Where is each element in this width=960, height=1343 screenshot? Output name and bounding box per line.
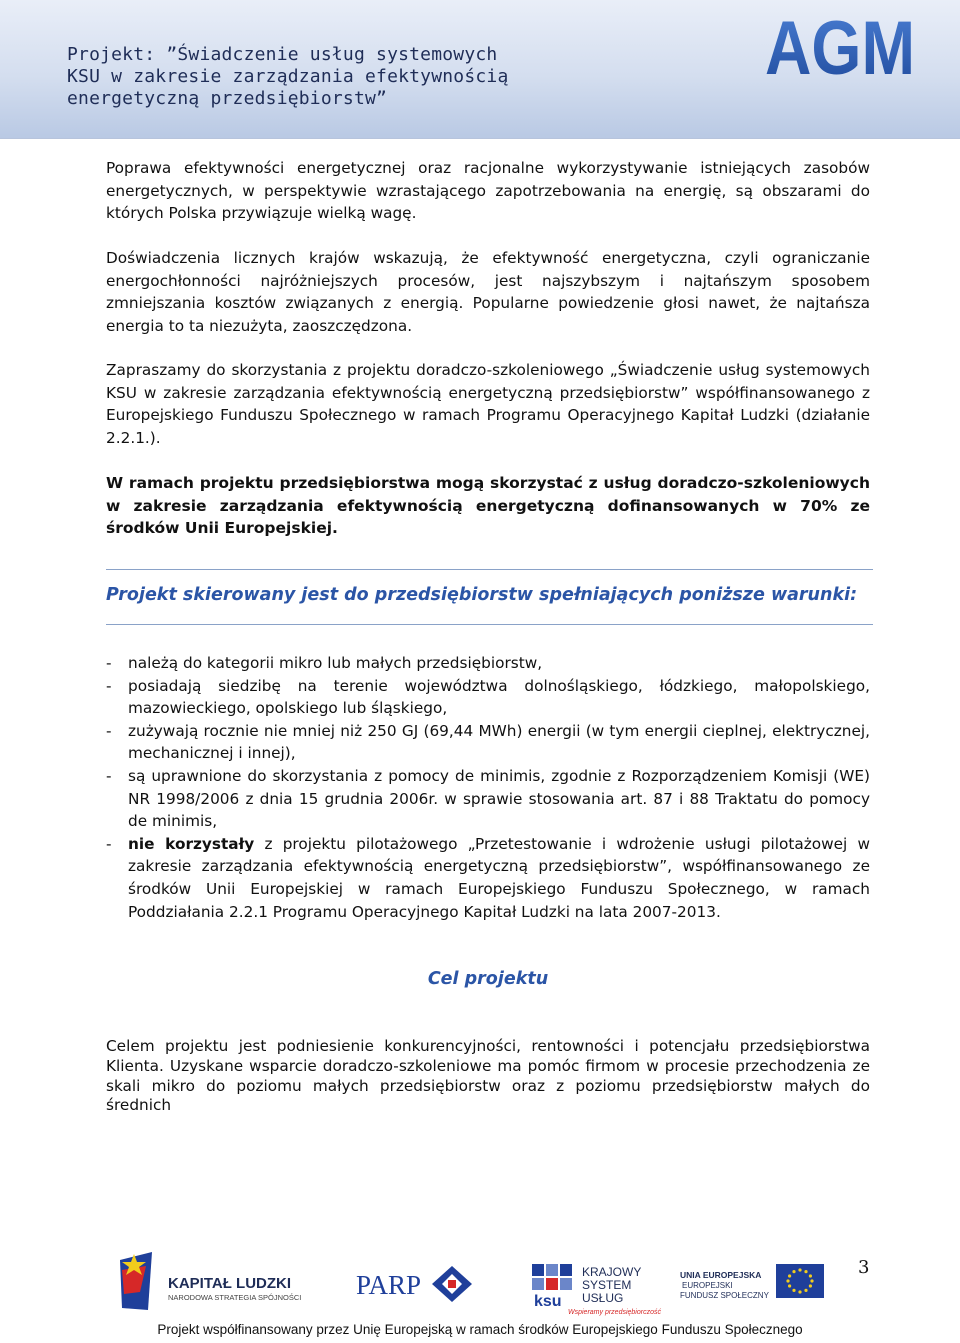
footer-logos: [0, 1248, 960, 1322]
goal-paragraph: Celem projektu jest podniesienie konkurencyjności, rentowności i potencjału przedsiębiorstwa Klienta. Uzyskane wsparcie doradczo-szkoleniowe ma pomóc firmom w procesie przechodzenia ze skali mikro do poziomu małych przedsiębiorstw oraz z poziomu przedsiębiorstw małych do średnich: [106, 1037, 870, 1115]
ksu-tagline: Wspieramy przedsiębiorczość: [568, 1309, 661, 1316]
footer-note: Projekt współfinansowany przez Unię Europejską w ramach środków Europejskiego Funduszu Społecznego: [157, 1322, 803, 1337]
ksu-logo: [532, 1264, 661, 1316]
conditions-list: [106, 652, 870, 923]
agm-logo: [760, 6, 920, 91]
conditions-heading: Projekt skierowany jest do przedsiębiorstw spełniających poniższe warunki:: [106, 585, 858, 605]
page-header: [0, 0, 960, 139]
page-number: 3: [858, 1257, 870, 1278]
eu-line3: FUNDUSZ SPOŁECZNY: [680, 1291, 769, 1300]
goal-heading: Cel projektu: [427, 969, 549, 989]
kapital-ludzki-subtitle: NARODOWA STRATEGIA SPÓJNOŚCI: [168, 1293, 302, 1302]
eu-line1: UNIA EUROPEJSKA: [680, 1270, 762, 1280]
divider-top: [106, 569, 873, 570]
parp-text: PARP: [356, 1270, 422, 1300]
experience-paragraph: Doświadczenia licznych krajów wskazują, że efektywność energetyczna, czyli ograniczanie energochłonności najróżniejszych procesów, jest najszybszym i najtańszym sposobem zmniejszania kosztów związanych z energią. Popularne powiedzenie głosi nawet, że najtańsza energia to ta niezużyta, zaoszczędzona.: [106, 249, 870, 335]
eu-line2: EUROPEJSKI: [682, 1281, 733, 1290]
parp-logo: [356, 1266, 472, 1302]
list-item: - zużywają rocznie nie mniej niż 250 GJ (69,44 MWh) energii (w tym energii cieplnej, elektrycznej, mechanicznej i innej),: [106, 721, 870, 763]
project-title: Projekt: ”Świadczenie usług systemowych KSU w zakresie zarządzania efektywnością energetyczną przedsiębiorstw”: [67, 44, 509, 109]
intro-paragraph: Poprawa efektywności energetycznej oraz racjonalne wykorzystywanie istniejących zasobów energetycznych, w perspektywie wzrastającego zapotrzebowania na energię, są obszarami do których Polska przywiązuje wielką wagę.: [106, 159, 870, 223]
invitation-paragraph: Zapraszamy do skorzystania z projektu doradczo-szkoleniowego „Świadczenie usług systemowych KSU w zakresie zarządzania efektywnością energetyczną przedsiębiorstw” współfinansowanego z Europejskiego Funduszu Społecznego w ramach Programu Operacyjnego Kapitał Ludzki (działanie 2.2.1.).: [106, 361, 870, 447]
kapital-ludzki-title: KAPITAŁ LUDZKI: [168, 1275, 292, 1292]
ksu-abbr: ksu: [534, 1293, 562, 1310]
list-item: - należą do kategorii mikro lub małych przedsiębiorstw,: [106, 654, 543, 672]
ksu-line1: KRAJOWY: [582, 1265, 642, 1279]
cofinancing-paragraph: W ramach projektu przedsiębiorstwa mogą skorzystać z usług doradczo-szkoleniowych w zakresie zarządzania efektywnością energetyczną dofinansowanych w 70% ze środków Unii Europejskiej.: [106, 474, 870, 538]
ksu-line3: USŁUG: [582, 1291, 624, 1305]
eu-efs-logo: [680, 1264, 824, 1300]
list-item: - posiadają siedzibę na terenie województwa dolnośląskiego, łódzkiego, małopolskiego, mazowieckiego, opolskiego lub śląskiego,: [106, 676, 870, 718]
kapital-ludzki-logo: [120, 1252, 301, 1310]
list-item: - nie korzystały z projektu pilotażowego „Przetestowanie i wdrożenie usługi pilotażowej w zakresie zarządzania efektywnością energetyczną przedsiębiorstw”, współfinansowanego ze środków Unii Europejskiej w ramach Europejskiego Funduszu Społecznego, w ramach Poddziałania 2.2.1 Programu Operacyjnego Kapitał Ludzki na lata 2007-2013.: [106, 834, 870, 921]
list-item: - są uprawnione do skorzystania z pomocy de minimis, zgodnie z Rozporządzeniem Komisji (WE) NR 1998/2006 z dnia 15 grudnia 2006r. w sprawie stosowania art. 87 i 88 Traktatu do pomocy de minimis,: [106, 766, 870, 831]
agm-logo-text: AGM: [765, 6, 915, 91]
divider-bottom: [106, 624, 873, 625]
ksu-line2: SYSTEM: [582, 1278, 632, 1292]
